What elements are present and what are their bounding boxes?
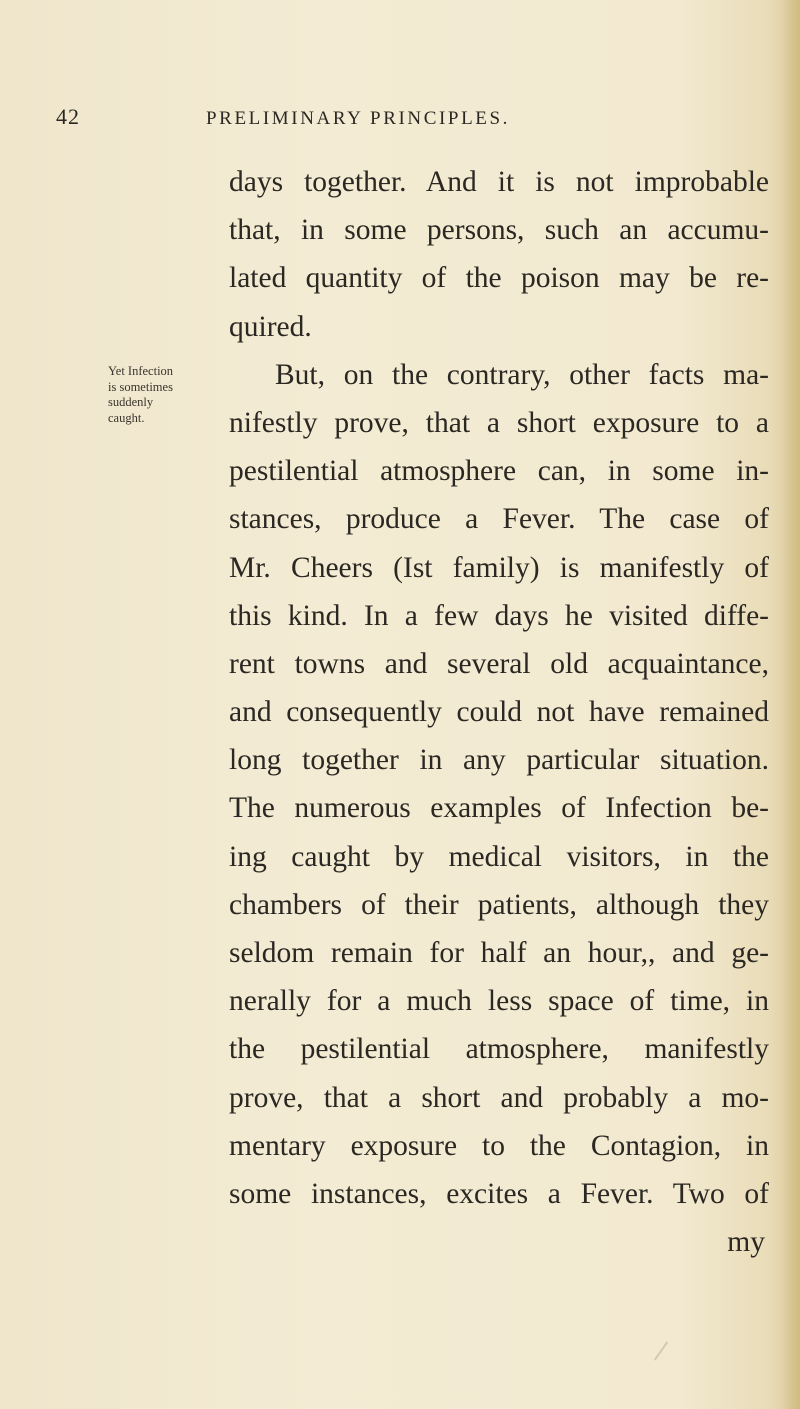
page-header — [56, 104, 696, 144]
text-line: ing caught by medical visitors, in the — [229, 840, 769, 873]
margin-note-line: is sometimes — [108, 379, 173, 394]
text-line: The numerous examples of Infection be- — [229, 792, 769, 825]
margin-note-line: suddenly — [108, 395, 154, 409]
text-line: prove, that a short and probably a mo- — [229, 1081, 769, 1114]
margin-note — [108, 364, 188, 426]
text-line: mentary exposure to the Contagion, in — [229, 1129, 769, 1162]
text-line: seldom remain for half an hour,, and ge- — [229, 937, 769, 969]
text-line: the pestilential atmosphere, manifestly — [229, 1033, 769, 1066]
body-text — [229, 158, 769, 1266]
text-line: nifestly prove, that a short exposure to a — [229, 406, 769, 439]
page-edge-shadow — [782, 0, 800, 1409]
page-number: 42 — [56, 104, 80, 129]
text-line: But, on the contrary, other facts ma- — [275, 358, 769, 391]
text-line: that, in some persons, such an accumu- — [229, 214, 769, 247]
text-line: Mr. Cheers (Ist family) is manifestly of — [229, 551, 769, 584]
text-line: lated quantity of the poison may be re- — [229, 262, 769, 295]
text-line: days together. And it is not improbable — [229, 166, 769, 198]
catchword: my — [727, 1226, 765, 1259]
text-line: rent towns and several old acquaintance, — [229, 647, 769, 680]
text-line: quired. — [229, 310, 312, 343]
text-line: long together in any particular situation. — [229, 744, 769, 777]
margin-note-line: caught. — [108, 410, 145, 425]
text-line: stances, produce a Fever. The case of — [229, 503, 769, 536]
margin-note-line: Yet Infection — [108, 364, 174, 378]
paper-mark — [654, 1341, 668, 1360]
running-head: PRELIMINARY PRINCIPLES. — [206, 108, 511, 129]
text-line: chambers of their patients, although they — [229, 888, 769, 921]
text-line: pestilential atmosphere can, in some in- — [229, 455, 769, 488]
text-line: and consequently could not have remained — [229, 696, 769, 729]
text-line: nerally for a much less space of time, in — [229, 985, 769, 1018]
text-line: some instances, excites a Fever. Two of — [229, 1177, 769, 1210]
text-line: this kind. In a few days he visited diffe- — [229, 599, 769, 632]
